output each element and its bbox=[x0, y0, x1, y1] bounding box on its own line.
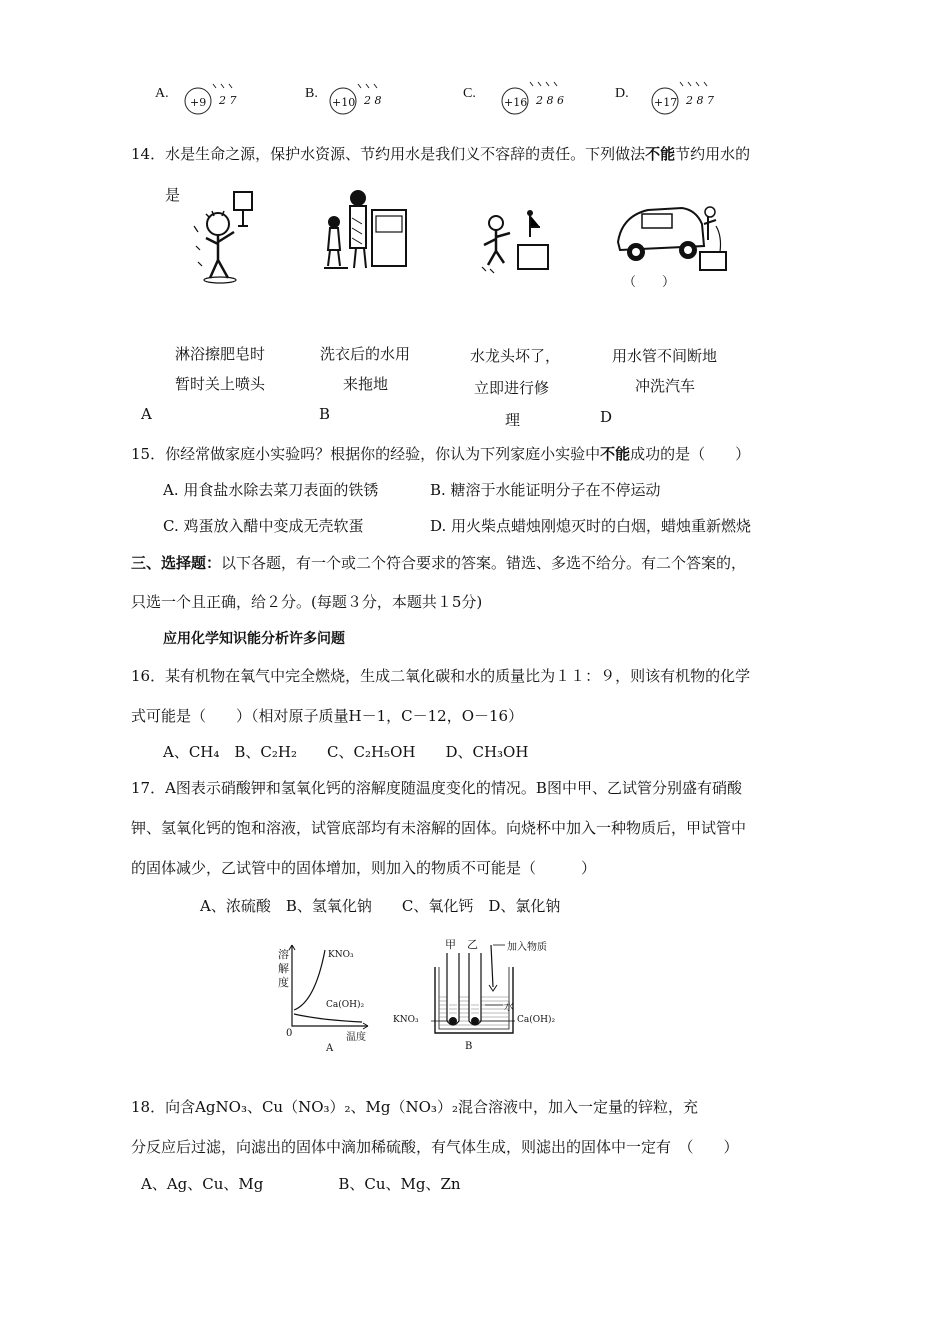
q18-stem-line1: 18．向含AgNO₃、Cu（NO₃）₂、Mg（NO₃）₂混合溶液中，加入一定量的锌粒，充 bbox=[131, 1098, 698, 1116]
ylabel-char-1: 溶 bbox=[278, 948, 289, 961]
q13-option-c-letter: C. bbox=[463, 86, 476, 101]
q15-option-a: A. 用食盐水除去菜刀表面的铁锈 bbox=[163, 481, 379, 499]
q14-stem-emphasis: 不能 bbox=[645, 145, 676, 163]
q14-option-b-letter: B bbox=[319, 405, 331, 423]
q15-stem-emphasis: 不能 bbox=[600, 445, 631, 463]
q14-option-a-letter: A bbox=[141, 405, 152, 423]
section-3-instructions-line2: 只选一个且正确，给２分。(每题３分，本题共１5分) bbox=[131, 593, 483, 611]
nucleus-label-a: +9 bbox=[190, 96, 207, 109]
q14-caption-d-line2: 冲洗汽车 bbox=[635, 377, 696, 395]
laundry-mopping-illustration bbox=[320, 188, 410, 272]
q14-caption-a-line2: 暂时关上喷头 bbox=[175, 375, 266, 393]
q16-options: A、CH₄ B、C₂H₂ C、C₂H₅OH D、CH₃OH bbox=[163, 743, 529, 761]
section-3-subtitle: 应用化学知识能分析许多问题 bbox=[163, 631, 345, 647]
test-tube-jia bbox=[447, 953, 459, 1025]
q18-stem-line2: 分反应后过滤，向滤出的固体中滴加稀硫酸，有气体生成，则滤出的固体中一定有 （ ） bbox=[131, 1138, 739, 1156]
q14-stem-line2: 是 bbox=[165, 186, 181, 204]
q13-option-a-letter: A. bbox=[155, 86, 169, 101]
q14-answer-blank: （ ） bbox=[623, 275, 676, 290]
kno3-tube-label: KNO₃ bbox=[393, 1015, 419, 1025]
atom-diagram-d bbox=[650, 74, 760, 118]
q13-option-d-letter: D. bbox=[615, 86, 629, 101]
q17-stem-line2: 钾、氢氧化钙的饱和溶液，试管底部均有未溶解的固体。向烧杯中加入一种物质后，甲试管中 bbox=[131, 819, 747, 837]
q14-stem-text: 14．水是生命之源，保护水资源、节约用水是我们义不容辞的责任。下列做法 bbox=[131, 145, 646, 163]
q15-option-b: B. 糖溶于水能证明分子在不停运动 bbox=[430, 481, 661, 499]
origin-label: 0 bbox=[286, 1028, 293, 1039]
q14-caption-c-line1: 水龙头坏了， bbox=[470, 347, 561, 365]
q18-options: A、Ag、Cu、Mg B、Cu、Mg、Zn bbox=[141, 1175, 461, 1193]
q14-caption-c-line3: 理 bbox=[505, 411, 521, 429]
atom-diagram-c bbox=[500, 74, 610, 118]
q17-stem-line1: 17．A图表示硝酸钾和氢氧化钙的溶解度随温度变化的情况。B图中甲、乙试管分别盛有硝酸 bbox=[131, 779, 742, 797]
test-tube-yi bbox=[469, 953, 481, 1025]
car-washing-illustration bbox=[612, 196, 732, 276]
kno3-curve bbox=[294, 950, 325, 1010]
shells-label-b: 2 8 bbox=[364, 94, 382, 107]
beaker-diagram-b bbox=[393, 935, 573, 1060]
q15-stem bbox=[131, 443, 750, 464]
q14-caption-d-line1: 用水管不间断地 bbox=[612, 347, 718, 365]
q13-option-b-letter: B. bbox=[305, 86, 318, 101]
q17-options: A、浓硫酸 B、氢氧化钠 C、氧化钙 D、氯化钠 bbox=[200, 897, 561, 915]
shells-label-d: 2 8 7 bbox=[686, 94, 714, 107]
tube-jia-label: 甲 bbox=[445, 938, 456, 951]
figure-a-caption: A bbox=[326, 1043, 334, 1054]
figure-b-caption: B bbox=[465, 1041, 473, 1052]
caoh2-tube-label: Ca(OH)₂ bbox=[517, 1015, 556, 1025]
nucleus-label-b: +10 bbox=[332, 96, 356, 109]
section-3-instructions-line1: 以下各题，有一个或二个符合要求的答案。错选、多选不给分。有二个答案的， bbox=[221, 554, 747, 572]
q15-option-d: D. 用火柴点蜡烛刚熄灭时的白烟，蜡烛重新燃烧 bbox=[430, 517, 752, 535]
q14-caption-a-line1: 淋浴擦肥皂时 bbox=[175, 345, 266, 363]
q14-stem bbox=[131, 143, 750, 164]
shells-label-a: 2 7 bbox=[219, 94, 237, 107]
q14-stem-text-end: 节约用水的 bbox=[675, 145, 751, 163]
xlabel: 温度 bbox=[346, 1032, 366, 1043]
added-substance-label: 加入物质 bbox=[507, 942, 547, 953]
solubility-graph-a bbox=[270, 940, 380, 1060]
q17-stem-line3: 的固体减少，乙试管中的固体增加，则加入的物质不可能是（ ） bbox=[131, 859, 597, 877]
section-3-heading bbox=[131, 552, 746, 573]
caoh2-curve bbox=[294, 1014, 362, 1022]
faucet-repair-illustration bbox=[474, 205, 554, 275]
q14-caption-b-line1: 洗衣后的水用 bbox=[320, 345, 411, 363]
ylabel-char-2: 解 bbox=[278, 962, 289, 975]
q14-caption-c-line2: 立即进行修 bbox=[474, 379, 550, 397]
ylabel-char-3: 度 bbox=[278, 976, 289, 989]
shells-label-c: 2 8 6 bbox=[536, 94, 564, 107]
q15-stem-text-end: 成功的是（ ） bbox=[630, 445, 751, 463]
q14-caption-b-line2: 来拖地 bbox=[343, 375, 389, 393]
nucleus-label-d: +17 bbox=[654, 96, 678, 109]
q16-stem-line1: 16．某有机物在氧气中完全燃烧，生成二氧化碳和水的质量比为１１：９，则该有机物的化学 bbox=[131, 667, 751, 685]
section-3-title: 三、选择题： bbox=[131, 554, 222, 572]
q16-stem-line2: 式可能是（ ）（相对原子质量H－1，C－12，O－16） bbox=[131, 707, 524, 725]
shower-illustration bbox=[188, 186, 260, 286]
tube-yi-label: 乙 bbox=[467, 938, 478, 951]
water-label: 水 bbox=[504, 1002, 514, 1013]
kno3-curve-label: KNO₃ bbox=[328, 950, 354, 960]
atom-diagram-b bbox=[328, 74, 438, 118]
caoh2-curve-label: Ca(OH)₂ bbox=[326, 1000, 365, 1010]
atom-diagram-a bbox=[183, 74, 293, 118]
q15-stem-text: 15．你经常做家庭小实验吗？根据你的经验，你认为下列家庭小实验中 bbox=[131, 445, 601, 463]
q14-option-d-letter: D bbox=[600, 408, 613, 426]
nucleus-label-c: +16 bbox=[504, 96, 528, 109]
q15-option-c: C. 鸡蛋放入醋中变成无壳软蛋 bbox=[163, 517, 364, 535]
